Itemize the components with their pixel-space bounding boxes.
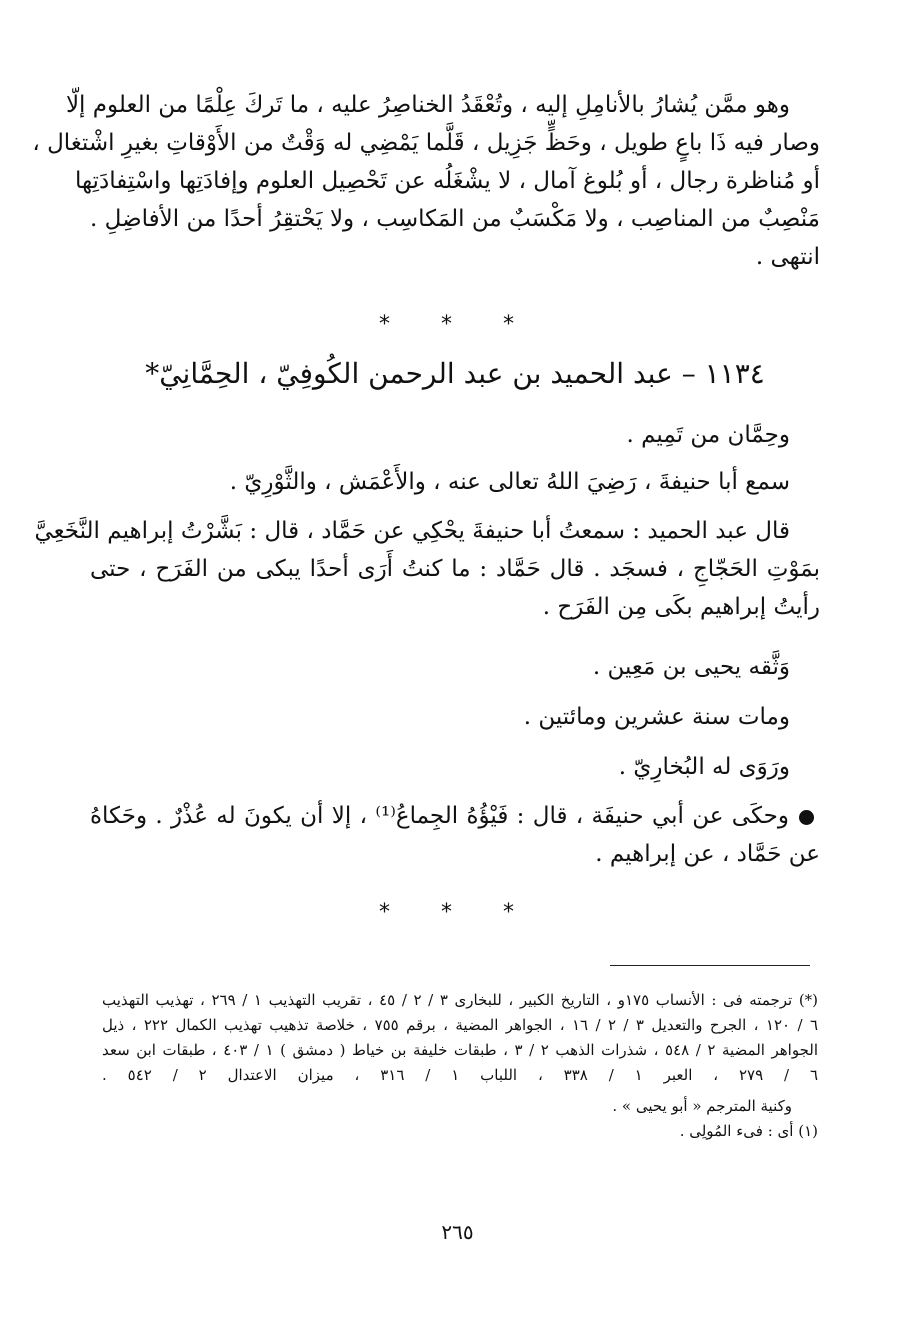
text-line: وصار فيه ذَا باعٍ طويل ، وحَظٍّ جَزِيل ، قَلَّما يَمْضِي له وَقْتٌ من الأَوْقاتِ بغيرِ اشْتغال ،	[32, 130, 820, 156]
page-number: ٢٦٥	[441, 1220, 474, 1244]
text-line: بمَوْتِ الحَجّاجِ ، فسجَد . قال حَمَّاد : ما كنتُ أَرَى أحدًا يبكى من الفَرَح ، حتى	[90, 556, 820, 582]
entry-intro	[90, 463, 820, 501]
footnote-line: (*) ترجمته فى : الأنساب ١٧٥و ، التاريخ الكبير ، للبخارى ٣ / ٢ / ٤٥ ، تقريب التهذيب ١ / ٢٦٩ ، تهذيب التهذيب	[102, 991, 819, 1009]
text-line: وَثَّقه يحيى بن مَعِين .	[592, 654, 790, 680]
text-line: سمع أبا حنيفةَ ، رَضِيَ اللهُ تعالى عنه ، والأَعْمَش ، والثَّوْرِيّ .	[229, 469, 790, 495]
footnote-line: الجواهر المضية ٢ / ٥٤٨ ، شذرات الذهب ٢ / ٣ ، طبقات خليفة بن خياط ( دمشق ) ١ / ٤٠٣ ، طبقات ابن سعد	[102, 1041, 819, 1059]
footnote-kunya: وكنية المترجم « أبو يحيى » .	[612, 1097, 792, 1115]
footnote-1: (١) أى : فىء المُولِى .	[679, 1122, 818, 1140]
text-line: رأيتُ إبراهيم بكَى مِن الفَرَح .	[542, 594, 820, 620]
short-line	[90, 648, 820, 686]
text-line: انتهى .	[755, 244, 820, 270]
top-paragraph	[32, 86, 820, 276]
text-line: أو مُناظرة رجال ، أو بُلوغ آمال ، لا يشْغَلُه عن تَحْصِيل العلوم وإفادَتِها واسْتِفادَتِها	[74, 168, 820, 194]
entry-intro	[90, 416, 820, 454]
footnote-line: ٦ / ١٢٠ ، الجرح والتعديل ٣ / ٢ / ١٦ ، الجواهر المضية ، برقم ٧٥٥ ، خلاصة تذهيب تهذيب الكمال ٢٢٢ ، ذيل	[102, 1016, 818, 1034]
text-line: مَنْصِبٌ من المناصِب ، ولا مَكْسَبٌ من المَكاسِب ، ولا يَحْتقِرُ أحدًا من الأفاضِلِ .	[90, 206, 820, 232]
short-line	[90, 698, 820, 736]
entry-title: ١١٣٤ – عبد الحميد بن عبد الرحمن الكُوفِيّ ، الحِمَّانِيّ*	[145, 357, 765, 390]
footnote-line: ٦ / ٢٧٩ ، العبر ١ / ٣٣٨ ، اللباب ١ / ٣١٦ ، ميزان الاعتدال ٢ / ٥٤٢ .	[102, 1066, 818, 1084]
text-line: عن حَمَّاد ، عن إبراهيم .	[595, 841, 820, 867]
text-line: ورَوَى له البُخارِيّ .	[618, 754, 790, 780]
bullet-icon	[799, 810, 814, 825]
section-separator: * * *	[379, 312, 536, 337]
section-separator: * * *	[379, 900, 536, 925]
text-line: قال عبد الحميد : سمعتُ أبا حنيفةَ يحْكِي عن حَمَّاد ، قال : بَشَّرْتُ إبراهيم النَّخَعِيَّ	[34, 518, 790, 544]
text-line	[90, 797, 820, 835]
text-line: وحِمَّان من تَمِيم .	[626, 422, 790, 448]
bullet-text: وحكَى عن أبي حنيفَة ، قال : فَيْؤُهُ الجِماعُ⁽¹⁾ ، إلا أن يكونَ له عُذْرٌ . وحَكاهُ	[90, 803, 789, 829]
footnote-rule	[610, 965, 810, 966]
text-line: ومات سنة عشرين ومائتين .	[523, 704, 790, 730]
bullet-paragraph	[90, 797, 820, 873]
footnotes	[102, 988, 818, 1144]
narration-paragraph	[34, 512, 820, 626]
text-line: وهو ممَّن يُشارُ بالأنامِلِ إليه ، وتُعْقَدُ الخناصِرُ عليه ، ما تَركَ عِلْمًا من العلوم إلّا	[65, 92, 790, 118]
short-line	[90, 748, 820, 786]
